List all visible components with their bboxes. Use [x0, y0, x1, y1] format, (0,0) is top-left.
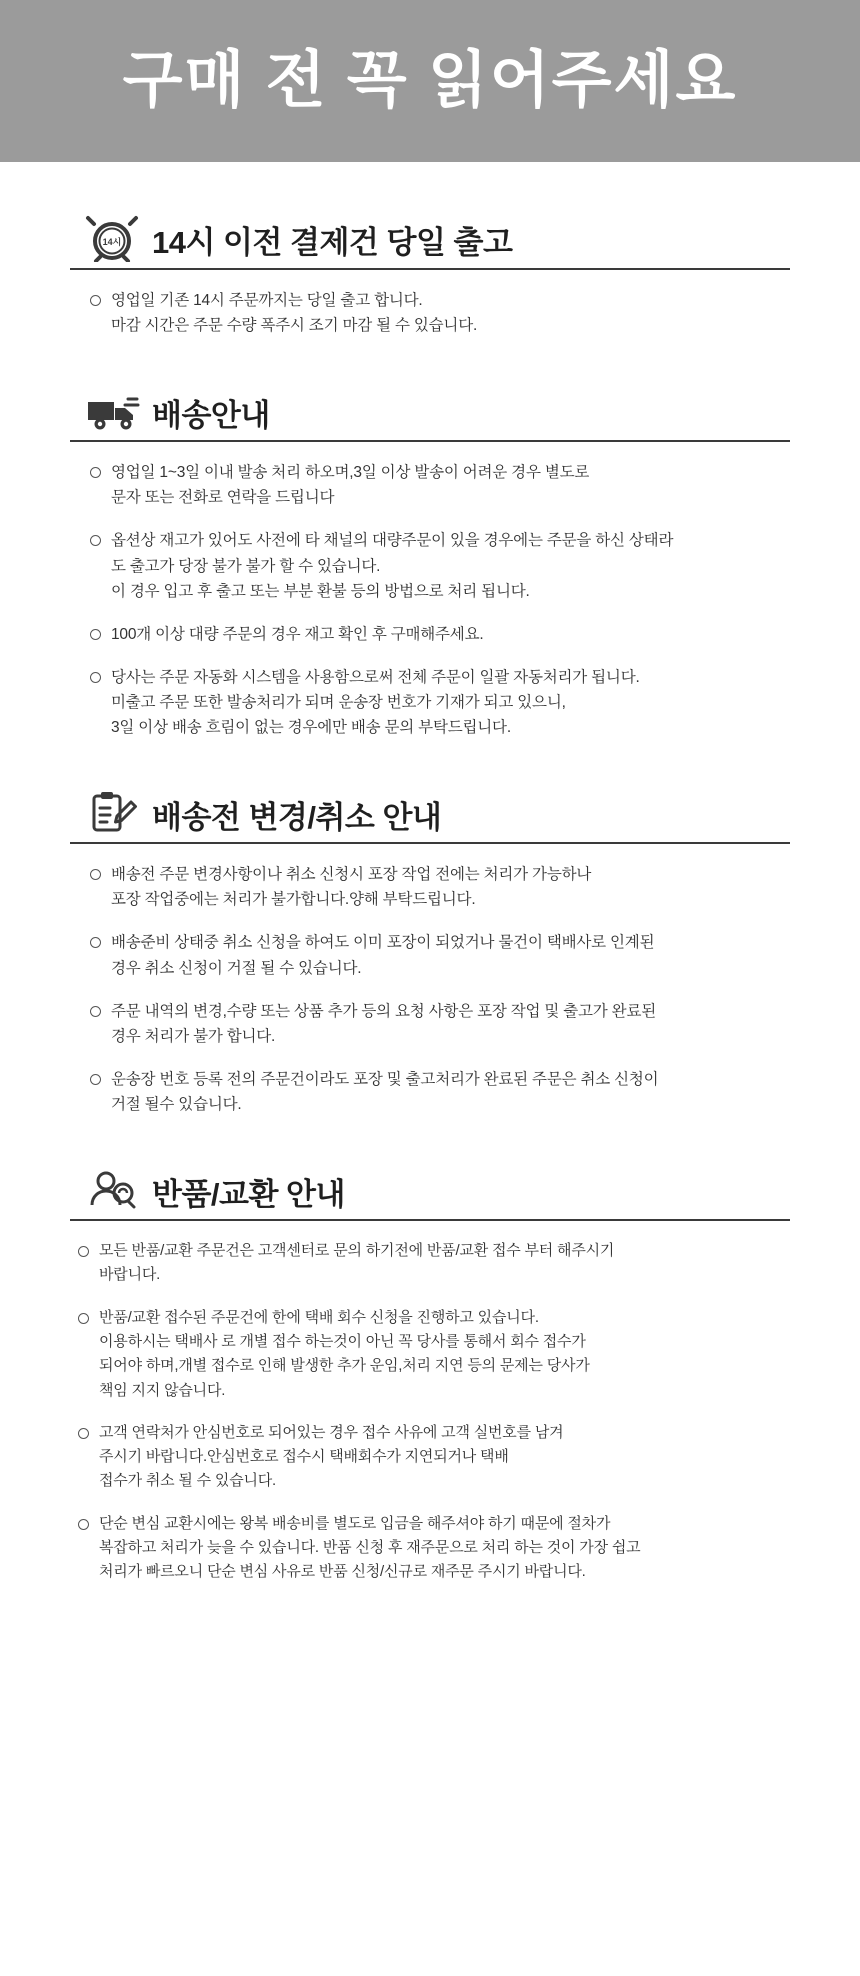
list-item: [78, 1306, 790, 1403]
section-header: [70, 788, 790, 844]
section-items: [70, 460, 790, 740]
list-item-text: [111, 460, 589, 510]
text-line: 영업일 1~3일 이내 발송 처리 하오며,3일 이상 발송이 어려운 경우 별도로: [111, 464, 590, 482]
bullet-icon: [90, 937, 101, 948]
list-item-text: [111, 1067, 658, 1117]
text-line: 3일 이상 배송 흐림이 없는 경우에만 배송 문의 부탁드립니다.: [111, 719, 511, 737]
list-item: [90, 288, 790, 338]
text-line: 당사는 주문 자동화 시스템을 사용함으로써 전체 주문이 일괄 자동처리가 됩니다.: [111, 668, 640, 686]
list-item: [78, 1512, 790, 1585]
text-line: 이용하시는 택배사 로 개별 접수 하는것이 아닌 꼭 당사를 통해서 회수 접수가: [99, 1332, 586, 1350]
section-title: 14시 이전 결제건 당일 출고: [152, 225, 513, 261]
list-item-text: [99, 1512, 640, 1585]
list-item-text: [111, 622, 483, 647]
text-line: 미출고 주문 또한 발송처리가 되며 운송장 번호가 기재가 되고 있으니,: [111, 693, 566, 711]
list-item: [90, 930, 790, 980]
bullet-icon: [90, 1074, 101, 1085]
text-line: 고객 연락처가 안심번호로 되어있는 경우 접수 사유에 고객 실번호를 남겨: [99, 1423, 564, 1441]
text-line: 문자 또는 전화로 연락을 드립니다: [111, 489, 335, 507]
text-line: 운송장 번호 등록 전의 주문건이라도 포장 및 출고처리가 완료된 주문은 취소 신청이: [111, 1070, 659, 1088]
bullet-icon: [78, 1313, 89, 1324]
text-line: 책임 지지 않습니다.: [99, 1381, 226, 1399]
customer-service-icon: [84, 1165, 140, 1213]
bullet-icon: [90, 295, 101, 306]
page-title: 구매 전 꼭 읽어주세요: [122, 46, 738, 115]
section-same-day-shipping: [70, 214, 790, 338]
list-item-text: [111, 288, 477, 338]
section-change-cancel-info: [70, 788, 790, 1117]
text-line: 배송전 주문 변경사항이나 취소 신청시 포장 작업 전에는 처리가 가능하나: [111, 866, 592, 884]
bullet-icon: [78, 1246, 89, 1257]
list-item-text: [99, 1239, 614, 1288]
text-line: 모든 반품/교환 주문건은 고객센터로 문의 하기전에 반품/교환 접수 부터 해주시기: [99, 1242, 615, 1260]
section-header: [70, 1165, 790, 1221]
section-header: [70, 214, 790, 270]
text-line: 반품/교환 접수된 주문건에 한에 택배 회수 신청을 진행하고 있습니다.: [99, 1308, 539, 1326]
list-item-text: [99, 1421, 563, 1494]
list-item: [90, 665, 790, 740]
text-line: 경우 처리가 불가 합니다.: [111, 1027, 276, 1045]
bullet-icon: [90, 629, 101, 640]
text-line: 되어야 하며,개별 접수로 인해 발생한 추가 운임,처리 지연 등의 문제는 당사가: [99, 1357, 590, 1375]
text-line: 단순 변심 교환시에는 왕복 배송비를 별도로 입금을 해주셔야 하기 때문에 절차가: [99, 1514, 611, 1532]
list-item-text: [111, 999, 656, 1049]
text-line: 도 출고가 당장 불가 불가 할 수 있습니다.: [111, 557, 381, 575]
text-line: 영업일 기존 14시 주문까지는 당일 출고 합니다.: [111, 292, 423, 309]
list-item: [78, 1239, 790, 1288]
text-line: 주시기 바랍니다.안심번호로 접수시 택배회수가 지연되거나 택배: [99, 1448, 509, 1466]
section-title: 배송전 변경/취소 안내: [152, 799, 442, 835]
text-line: 바랍니다.: [99, 1266, 161, 1284]
svg-text:14시: 14시: [102, 237, 122, 247]
list-item: [90, 460, 790, 510]
section-items: [70, 862, 790, 1117]
text-line: 배송준비 상태중 취소 신청을 하여도 이미 포장이 되었거나 물건이 택배사로 인계된: [111, 934, 655, 952]
text-line: 마감 시간은 주문 수량 폭주시 조기 마감 될 수 있습니다.: [111, 317, 478, 335]
list-item: [90, 622, 790, 647]
text-line: 복잡하고 처리가 늦을 수 있습니다. 반품 신청 후 재주문으로 처리 하는 것이 가장 쉽고: [99, 1539, 641, 1557]
text-line: 주문 내역의 변경,수량 또는 상품 추가 등의 요청 사항은 포장 작업 및 출고가 완료된: [111, 1002, 657, 1020]
alarm-clock-icon: [84, 214, 140, 262]
list-item-text: [111, 862, 591, 912]
section-return-exchange-info: [70, 1165, 790, 1585]
bullet-icon: [90, 672, 101, 683]
list-item-text: [99, 1306, 590, 1403]
section-items: [70, 288, 790, 338]
list-item: [90, 862, 790, 912]
clipboard-edit-icon: [84, 788, 140, 836]
section-delivery-info: [70, 386, 790, 740]
page-banner: [0, 0, 860, 162]
section-header: [70, 386, 790, 442]
list-item-text: [111, 528, 673, 603]
bullet-icon: [90, 467, 101, 478]
text-line: 접수가 취소 될 수 있습니다.: [99, 1472, 277, 1490]
list-item: [90, 999, 790, 1049]
text-line: 옵션상 재고가 있어도 사전에 타 채널의 대량주문이 있을 경우에는 주문을 하신 상태라: [111, 532, 674, 550]
notice-content: [0, 214, 860, 1625]
section-title: 반품/교환 안내: [152, 1176, 345, 1212]
bullet-icon: [90, 535, 101, 546]
list-item: [78, 1421, 790, 1494]
list-item-text: [111, 665, 640, 740]
text-line: 포장 작업중에는 처리가 불가합니다.양해 부탁드립니다.: [111, 891, 476, 909]
list-item: [90, 528, 790, 603]
section-items: [70, 1239, 790, 1585]
text-line: 이 경우 입고 후 출고 또는 부분 환불 등의 방법으로 처리 됩니다.: [111, 582, 530, 600]
bullet-icon: [78, 1428, 89, 1439]
text-line: 100개 이상 대량 주문의 경우 재고 확인 후 구매해주세요.: [111, 625, 484, 643]
bullet-icon: [90, 1006, 101, 1017]
bullet-icon: [90, 869, 101, 880]
text-line: 거절 될수 있습니다.: [111, 1095, 242, 1113]
text-line: 경우 취소 신청이 거절 될 수 있습니다.: [111, 959, 362, 977]
delivery-truck-icon: [84, 386, 140, 434]
section-title: 배송안내: [152, 397, 270, 433]
list-item: [90, 1067, 790, 1117]
bullet-icon: [78, 1519, 89, 1530]
text-line: 처리가 빠르오니 단순 변심 사유로 반품 신청/신규로 재주문 주시기 바랍니다.: [99, 1563, 586, 1581]
list-item-text: [111, 930, 654, 980]
